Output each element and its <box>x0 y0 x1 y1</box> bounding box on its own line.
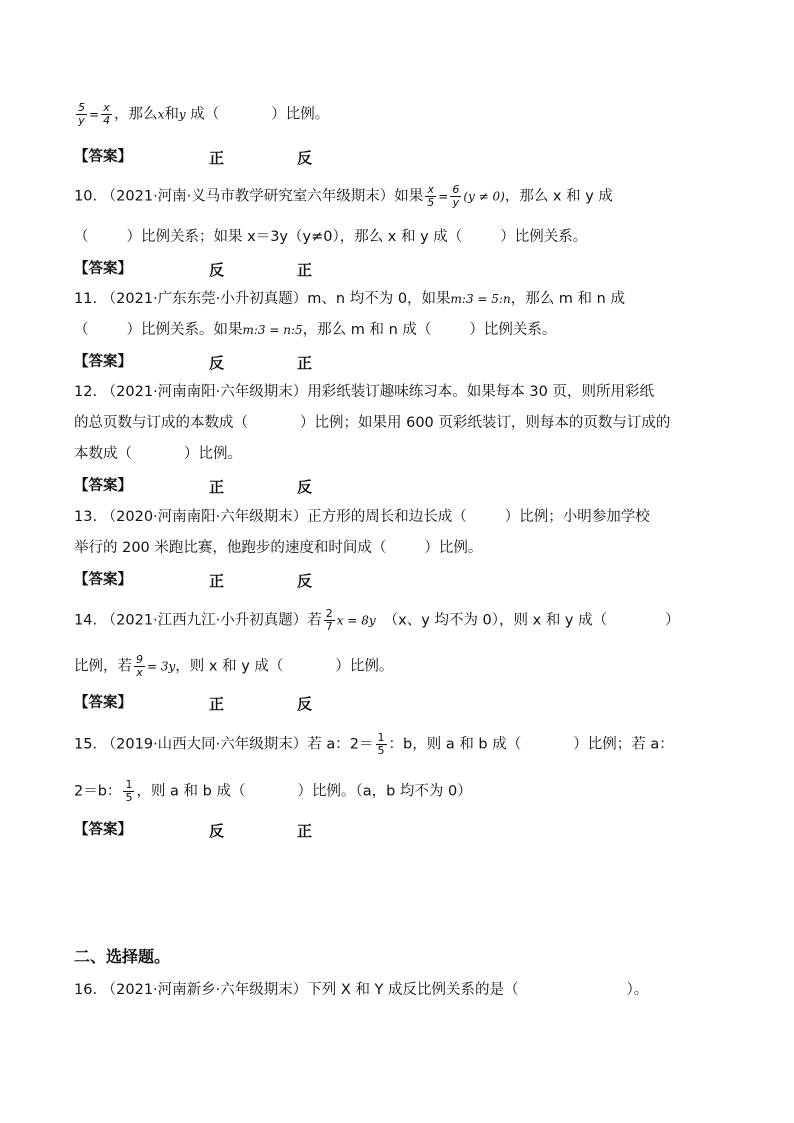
q14-answer-label: 【答案】 <box>74 695 132 711</box>
q11-line-1: 11. （2021·广东东莞·小升初真题）m、n 均不为 0，如果m:3 = 5:n，那么 m 和 n 成 <box>74 291 625 307</box>
q16-line: 16. （2021·河南新乡·六年级期末）下列 X 和 Y 成反比例关系的是（ ）。 <box>74 982 649 998</box>
q11-line-2: （ ）比例关系。如果m:3 = n:5，那么 m 和 n 成（ ）比例关系。 <box>74 322 557 338</box>
q10-fraction-1: $\frac{x}{5}$ <box>427 183 435 209</box>
q10-answer-label: 【答案】 <box>74 261 132 277</box>
q10-answer-2: 正 <box>297 261 313 279</box>
q15-line-2: 2＝b： $\frac{1}{5}$ ，则 a 和 b 成（ ）比例。（a，b 均不为 0） <box>74 778 472 804</box>
q15-fraction-2: $\frac{1}{5}$ <box>125 778 133 804</box>
section-title: 二、选择题。 <box>74 947 171 966</box>
q11-answer-2: 正 <box>297 354 313 372</box>
q15-answer-2: 正 <box>297 822 313 840</box>
q12-answer-1: 正 <box>209 478 225 496</box>
q12-line-1: 12. （2021·河南南阳·六年级期末）用彩纸装订趣味练习本。如果每本 30 页，则所用彩纸 <box>74 384 654 400</box>
q13-answer-2: 反 <box>297 572 313 590</box>
q9-fraction-1: $\frac{5}{y}$ <box>78 101 85 127</box>
q14-answer-2: 反 <box>297 695 313 713</box>
q10-fraction-2: $\frac{6}{y}$ <box>452 183 460 209</box>
q13-answer-1: 正 <box>209 572 225 590</box>
q13-line-2: 举行的 200 米跑比赛，他跑步的速度和时间成（ ）比例。 <box>74 540 483 556</box>
q12-answer-2: 反 <box>297 478 313 496</box>
q13-answer-label: 【答案】 <box>74 572 132 588</box>
q9-fraction-2: $\frac{x}{4}$ <box>103 101 111 127</box>
q14-fraction-2: $\frac{9}{x}$ <box>136 653 143 679</box>
q11-answer-label: 【答案】 <box>74 354 132 370</box>
q12-line-3: 本数成（ ）比例。 <box>74 446 242 462</box>
q13-line-1: 13. （2020·河南南阳·六年级期末）正方形的周长和边长成（ ）比例；小明参加学校 <box>74 509 650 525</box>
q9-answer-label: 【答案】 <box>74 149 132 165</box>
q10-answer-1: 反 <box>209 261 225 279</box>
q11-answer-1: 反 <box>209 354 225 372</box>
q14-line-2: 比例，若 $\frac{9}{x}$ = 3y，则 x 和 y 成（ ）比例。 <box>74 653 394 679</box>
q12-line-2: 的总页数与订成的本数成（ ）比例；如果用 600 页彩纸装订，则每本的页数与订成的 <box>74 415 671 431</box>
q10-line-1: 10. （2021·河南·义马市教学研究室六年级期末）如果 $\frac{x}{5}$ = $\frac{6}{y}$ (y ≠ 0)，那么 x 和 y 成 <box>74 183 613 209</box>
q10-line-2: （ ）比例关系；如果 x＝3y（y≠0），那么 x 和 y 成（ ）比例关系。 <box>74 229 588 245</box>
q15-answer-1: 反 <box>209 822 225 840</box>
q14-answer-1: 正 <box>209 695 225 713</box>
q15-line-1: 15. （2019·山西大同·六年级期末）若 a：2＝ $\frac{1}{5}$ ：b，则 a 和 b 成（ ）比例；若 a： <box>74 731 674 757</box>
q12-answer-label: 【答案】 <box>74 478 132 494</box>
q15-fraction-1: $\frac{1}{5}$ <box>377 731 385 757</box>
q9-line: $\frac{5}{y}$ = $\frac{x}{4}$ ，那么x和y 成（ ）比例。 <box>78 101 330 127</box>
q9-answer-1: 正 <box>209 149 225 167</box>
q14-line-1: 14. （2021·江西九江·小升初真题）若 $\frac{2}{7}$ x = 8y （x、y 均不为 0），则 x 和 y 成（ ） <box>74 607 680 633</box>
q15-answer-label: 【答案】 <box>74 822 132 838</box>
q14-fraction-1: $\frac{2}{7}$ <box>325 607 333 633</box>
q9-answer-2: 反 <box>297 149 313 167</box>
